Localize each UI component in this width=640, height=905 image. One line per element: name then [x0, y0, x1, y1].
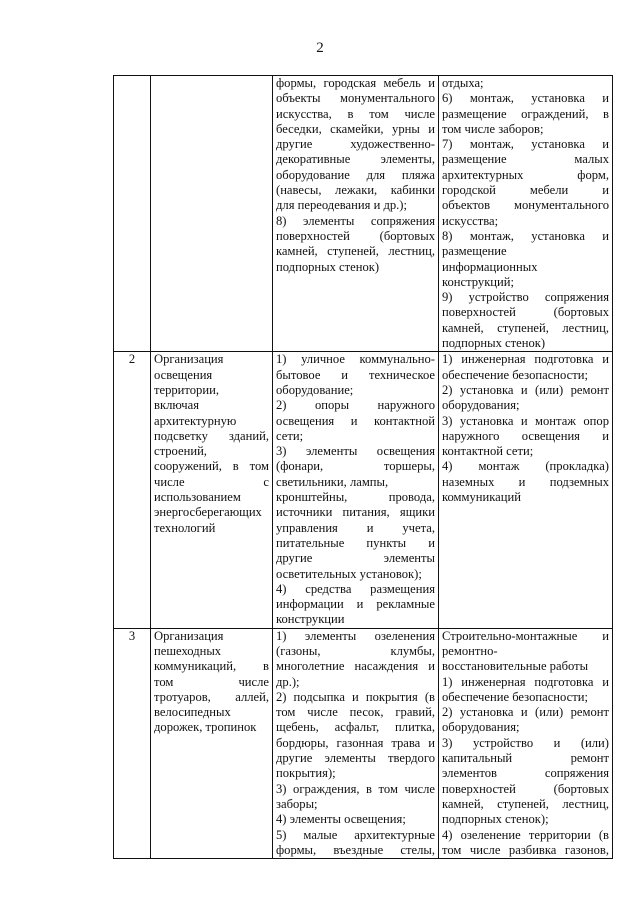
- cell-line: камней, ступеней, лестниц,: [442, 320, 609, 335]
- cell-line: 3) устройство и (или): [442, 735, 609, 750]
- cell-line: капитальный ремонт: [442, 751, 609, 766]
- cell-line: 1) уличное коммунально-: [276, 352, 435, 367]
- cell-line: управления и учета,: [276, 520, 435, 535]
- cell-line: 2) установка и (или) ремонт: [442, 382, 609, 397]
- cell-line: размещение малых: [442, 152, 609, 167]
- cell-line: ремонтно-: [442, 643, 498, 658]
- cell-line: объекты монументального: [276, 91, 435, 106]
- cell-line: другие художественно-: [276, 137, 435, 152]
- works-cell: [439, 628, 613, 858]
- cell-line: источники питания, ящики: [276, 505, 435, 520]
- cell-line: наземных и подземных: [442, 474, 609, 489]
- cell-line: технологий: [154, 520, 216, 535]
- cell-line: 3) установка и монтаж опор: [442, 413, 609, 428]
- cell-line: поверхностей (бортовых: [276, 228, 435, 243]
- cell-line: камней, ступеней, лестниц,: [442, 796, 609, 811]
- cell-line: формы, городская мебель и: [276, 76, 435, 90]
- cell-line: подпорных стенок): [276, 259, 380, 274]
- page-number: 2: [316, 40, 324, 56]
- cell-line: Строительно-монтажные и: [442, 628, 609, 643]
- cell-line: питательные пункты и: [276, 535, 435, 550]
- cell-line: 3) ограждения, в том числе: [276, 781, 435, 796]
- cell-line: другие элементы твердого: [276, 751, 435, 766]
- cell-line: конструкции: [276, 612, 345, 627]
- cell-line: том числе песок, гравий,: [276, 705, 435, 720]
- row-number-cell: [114, 76, 151, 352]
- cell-line: объектов монументального: [442, 198, 609, 213]
- cell-line: Организация: [154, 352, 224, 367]
- cell-line: тротуаров, аллей,: [154, 689, 269, 704]
- cell-line: щебень, асфальт, плитка,: [276, 720, 435, 735]
- cell-line: числе с: [154, 474, 269, 489]
- cell-line: покрытия);: [276, 766, 336, 781]
- table-row: [114, 352, 613, 628]
- cell-line: использованием: [154, 490, 241, 505]
- cell-line: архитектурную: [154, 413, 237, 428]
- row-number-cell: 3: [114, 628, 151, 858]
- cell-line: беседки, скамейки, урны и: [276, 121, 435, 136]
- cell-line: поверхностей (бортовых: [442, 305, 609, 320]
- elements-cell: [273, 628, 439, 858]
- cell-line: подпорных стенок);: [442, 812, 549, 827]
- cell-line: (навесы, лежаки, кабинки: [276, 183, 435, 198]
- cell-line: оборудование для пляжа: [276, 167, 435, 182]
- cell-line: размещение ограждений, в: [442, 106, 609, 121]
- cell-line: искусства;: [442, 213, 499, 228]
- cell-line: 7) монтаж, установка и: [442, 137, 609, 152]
- cell-line: кронштейны, провода,: [276, 490, 435, 505]
- cell-line: 4) элементы освещения;: [276, 812, 406, 827]
- cell-line: отдыха;: [442, 76, 484, 90]
- cell-line: 2) установка и (или) ремонт: [442, 705, 609, 720]
- cell-line: 4) озеленение территории (в: [442, 827, 609, 842]
- cell-line: формы, въездные стелы,: [276, 842, 435, 857]
- cell-line: архитектурных форм,: [442, 167, 609, 182]
- cell-line: камней, ступеней, лестниц,: [276, 244, 435, 259]
- cell-line: оборудование;: [276, 382, 354, 397]
- works-cell: [439, 352, 613, 628]
- elements-cell: [273, 76, 439, 352]
- cell-line: бордюры, газонная трава и: [276, 735, 435, 750]
- cell-line: (газоны, клумбы,: [276, 643, 435, 658]
- cell-line: обеспечение безопасности;: [442, 367, 588, 382]
- object-name-cell: [151, 76, 273, 352]
- cell-line: информационных: [442, 259, 538, 274]
- cell-line: декоративные элементы,: [276, 152, 435, 167]
- cell-line: многолетние насаждения и: [276, 659, 435, 674]
- object-name-cell: [151, 352, 273, 628]
- cell-line: велосипедных: [154, 705, 231, 720]
- cell-line: 2) подсыпка и покрытия (в: [276, 689, 435, 704]
- table-row: [114, 76, 613, 352]
- cell-line: конструкций;: [442, 274, 515, 289]
- cell-line: пешеходных: [154, 643, 222, 658]
- cell-line: том числе заборов;: [442, 121, 544, 136]
- cell-line: 1) инженерная подготовка и: [442, 352, 609, 367]
- works-cell: [439, 76, 613, 352]
- cell-line: для переодевания и др.);: [276, 198, 408, 213]
- cell-line: искусства, в том числе: [276, 106, 435, 121]
- cell-line: поверхностей (бортовых: [442, 781, 609, 796]
- cell-line: размещение: [442, 244, 507, 259]
- cell-line: коммуникаций, в: [154, 659, 269, 674]
- cell-line: Организация: [154, 628, 224, 643]
- cell-line: подпорных стенок): [442, 336, 546, 351]
- cell-line: 6) монтаж, установка и: [442, 91, 609, 106]
- cell-line: сооружений, в том: [154, 459, 269, 474]
- cell-line: дорожек, тропинок: [154, 720, 257, 735]
- cell-line: контактной сети;: [442, 444, 534, 459]
- cell-line: сети;: [276, 428, 304, 443]
- cell-line: 2) опоры наружного: [276, 398, 435, 413]
- cell-line: 1) инженерная подготовка и: [442, 674, 609, 689]
- cell-line: 8) элементы сопряжения: [276, 213, 435, 228]
- cell-line: освещения и контактной: [276, 413, 435, 428]
- cell-line: (фонари, торшеры,: [276, 459, 435, 474]
- cell-line: том числе разбивка газонов,: [442, 842, 609, 857]
- cell-line: освещения: [154, 367, 213, 382]
- cell-line: информации и рекламные: [276, 597, 435, 612]
- cell-line: другие элементы: [276, 551, 435, 566]
- cell-line: восстановительные работы: [442, 659, 589, 674]
- elements-cell: [273, 352, 439, 628]
- cell-line: оборудования;: [442, 398, 520, 413]
- cell-line: светильники, лампы,: [276, 474, 389, 489]
- cell-line: 1) элементы озеленения: [276, 628, 435, 643]
- works-table: [113, 75, 613, 859]
- cell-line: 4) монтаж (прокладка): [442, 459, 609, 474]
- cell-line: оборудования;: [442, 720, 520, 735]
- row-number-cell: 2: [114, 352, 151, 628]
- cell-line: включая: [154, 398, 199, 413]
- table-row: [114, 628, 613, 858]
- cell-line: 5) малые архитектурные: [276, 827, 435, 842]
- cell-line: городской мебели и: [442, 183, 609, 198]
- object-name-cell: [151, 628, 273, 858]
- cell-line: строений,: [154, 444, 207, 459]
- cell-line: 4) средства размещения: [276, 581, 435, 596]
- cell-line: 3) элементы освещения: [276, 444, 435, 459]
- cell-line: 8) монтаж, установка и: [442, 228, 609, 243]
- cell-line: элементов сопряжения: [442, 766, 609, 781]
- cell-line: др.);: [276, 674, 300, 689]
- cell-line: осветительных установок);: [276, 566, 422, 581]
- cell-line: заборы;: [276, 796, 318, 811]
- cell-line: бытовое и техническое: [276, 367, 435, 382]
- cell-line: энергосберегающих: [154, 505, 262, 520]
- cell-line: территории,: [154, 382, 219, 397]
- cell-line: том числе: [154, 674, 269, 689]
- cell-line: 9) устройство сопряжения: [442, 290, 609, 305]
- cell-line: коммуникаций: [442, 490, 521, 505]
- cell-line: подсветку зданий,: [154, 428, 269, 443]
- cell-line: наружного освещения и: [442, 428, 609, 443]
- cell-line: обеспечение безопасности;: [442, 689, 588, 704]
